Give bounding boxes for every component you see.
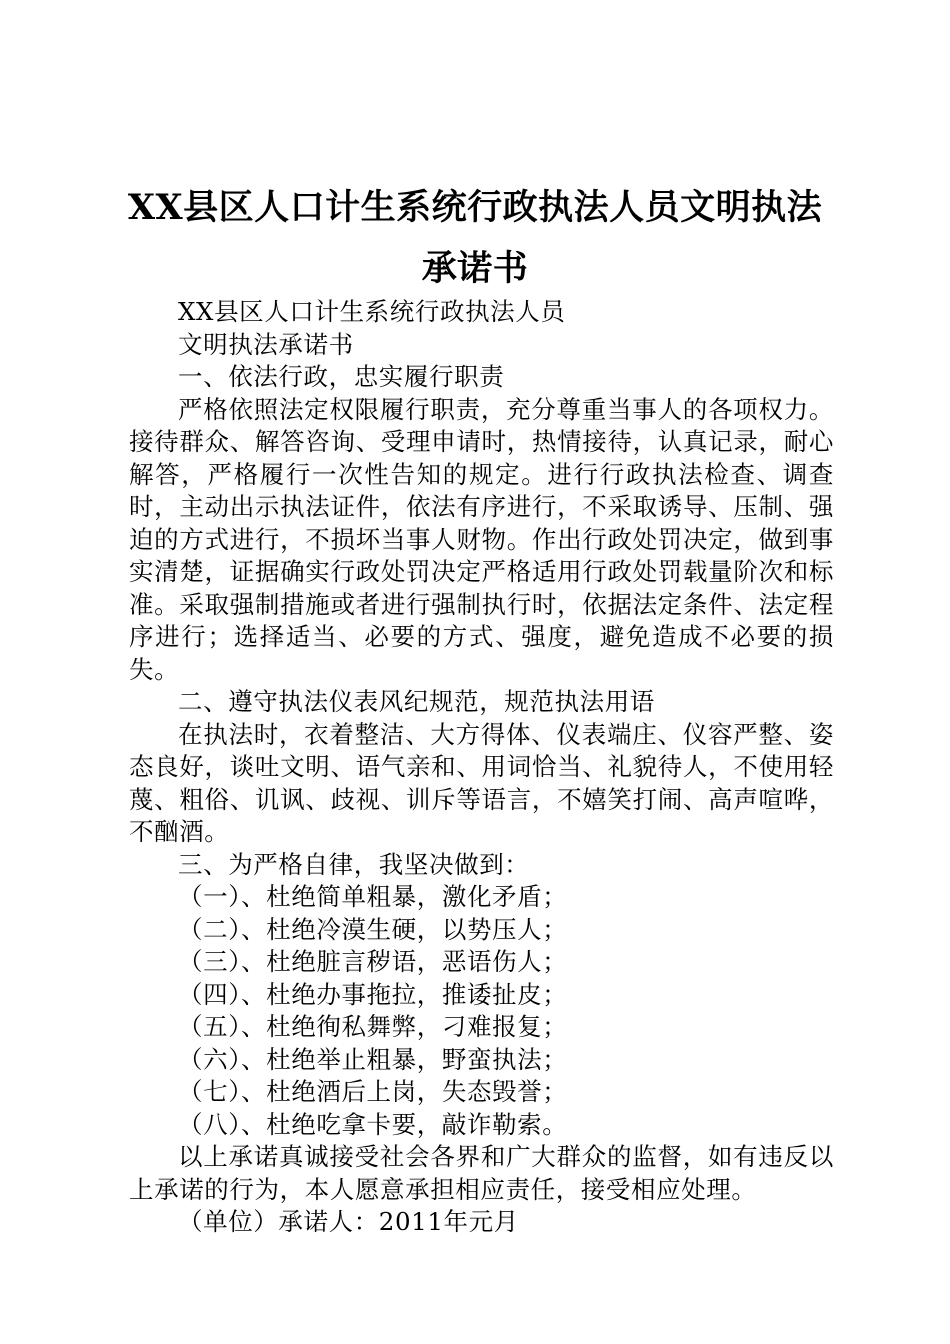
section-1-paragraph: 严格依照法定权限履行职责，充分尊重当事人的各项权力。接待群众、解答咨询、受理申请时，热情接待，认真记录，耐心解答，严格履行一次性告知的规定。进行行政执法检查、调查时，主动出示执法证件，依法有序进行，不采取诱导、压制、强迫的方式进行，不损坏当事人财物。作出行政处罚决定，做到事实清楚，证据确实行政处罚决定严格适用行政处罚载量阶次和标准。采取强制措施或者进行强制执行时，依据法定条件、法定程序进行；选择适当、必要的方式、强度，避免造成不必要的损失。 [129, 394, 834, 684]
pledge-item-8: （八）、杜绝吃拿卡要，敲诈勒索。 [178, 1109, 568, 1139]
section-heading-3: 三、为严格自律，我坚决做到： [178, 849, 530, 879]
header-line-1: XX县区人口计生系统行政执法人员 [178, 297, 566, 326]
header-line-2: 文明执法承诺书 [178, 329, 354, 359]
pledge-item-3: （三）、杜绝脏言秽语，恶语伤人； [178, 947, 568, 976]
section-2-paragraph: 在执法时，衣着整洁、大方得体、仪表端庄、仪容严整、姿态良好，谈吐文明、语气亲和、用词恰当、礼貌待人，不使用轻蔑、粗俗、讥讽、歧视、训斥等语言，不嬉笑打闹、高声喧哗，不酗酒。 [129, 719, 834, 846]
document-body [129, 296, 834, 1239]
pledge-item-7: （七）、杜绝酒后上岗，失态毁誉； [178, 1077, 568, 1106]
section-heading-2: 二、遵守执法仪表风纪规范，规范执法用语 [178, 687, 655, 716]
signature-line: （单位）承诺人：2011年元月 [178, 1207, 519, 1236]
document-title-line-2: 承诺书 [421, 248, 529, 289]
pledge-item-2: （二）、杜绝冷漠生硬，以势压人； [178, 914, 568, 944]
pledge-item-6: （六）、杜绝举止粗暴，野蛮执法； [178, 1044, 568, 1074]
pledge-item-5: （五）、杜绝徇私舞弊，刁难报复； [178, 1012, 568, 1041]
closing-paragraph: 以上承诺真诚接受社会各界和广大群众的监督，如有违反以上承诺的行为，本人愿意承担相应责任，接受相应处理。 [129, 1142, 834, 1204]
pledge-item-4: （四）、杜绝办事拖拉，推诿扯皮； [178, 979, 568, 1009]
document-title-line-1: XX县区人口计生系统行政执法人员文明执法 [127, 187, 823, 228]
section-heading-1: 一、依法行政，忠实履行职责 [178, 362, 505, 391]
pledge-item-1: （一）、杜绝简单粗暴，激化矛盾； [178, 882, 568, 911]
